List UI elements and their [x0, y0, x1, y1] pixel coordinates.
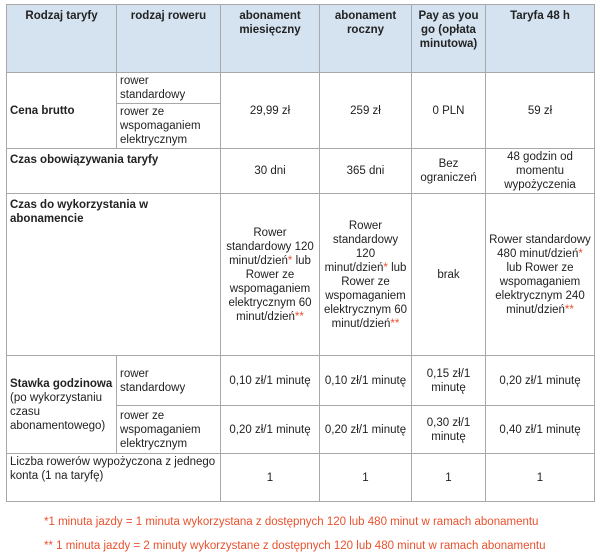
cell-stawka-standard-roczny: 0,10 zł/1 minutę: [320, 356, 412, 406]
cell-stawka-standard-taryfa48: 0,20 zł/1 minutę: [486, 356, 595, 406]
bike-type-standard: rower standardowy: [117, 73, 221, 104]
cell-liczba-payg: 1: [412, 454, 486, 502]
text-electric-allowance: lub Rower ze wspomaganiem elektrycznym 240 minut/dzień: [495, 261, 585, 316]
cell-stawka-electric-taryfa48: 0,40 zł/1 minutę: [486, 406, 595, 454]
header-pay-as-you-go: Pay as you go (opłata minutowa): [412, 5, 486, 73]
cell-cena-miesieczny: 29,99 zł: [221, 73, 320, 149]
table-row: [7, 194, 595, 356]
footnote-double-star: ** 1 minuta jazdy = 2 minuty wykorzystane z dostępnych 120 lub 480 minut w ramach abonamentu: [44, 540, 546, 552]
cell-stawka-electric-miesieczny: 0,20 zł/1 minutę: [221, 406, 320, 454]
tariff-table: [6, 4, 595, 502]
cell-czas-obow-payg: Bez ograniczeń: [412, 149, 486, 194]
star-marker: *: [578, 247, 583, 260]
header-abonament-roczny: abonament roczny: [320, 5, 412, 73]
bike-type-electric: rower ze wspomaganiem elektrycznym: [117, 406, 221, 454]
text-electric-allowance: lub Rower ze wspomaganiem elektrycznym 60 minut/dzień: [228, 254, 312, 323]
table-row: [7, 454, 595, 502]
text-standard-allowance: Rower standardowy 120 minut/dzień: [324, 219, 399, 274]
row-label-cena-brutto: Cena brutto: [7, 73, 117, 149]
table-row: [7, 356, 595, 406]
cell-stawka-standard-payg: 0,15 zł/1 minutę: [412, 356, 486, 406]
star-marker: *: [383, 261, 388, 274]
text-standard-allowance: Rower standardowy 120 minut/dzień: [226, 226, 314, 267]
row-label-stawka-godzinowa: [7, 356, 117, 454]
table-row: [7, 73, 595, 104]
cell-czas-wyk-roczny: [320, 194, 412, 356]
table-row: [7, 149, 595, 194]
cell-czas-obow-taryfa48: 48 godzin od momentu wypożyczenia: [486, 149, 595, 194]
row-label-liczba-rowerow: Liczba rowerów wypożyczona z jednego konta (1 na taryfę): [7, 454, 221, 502]
cell-stawka-standard-miesieczny: 0,10 zł/1 minutę: [221, 356, 320, 406]
bike-type-standard: rower standardowy: [117, 356, 221, 406]
double-star-marker: **: [390, 317, 400, 330]
header-rodzaj-roweru: rodzaj roweru: [117, 5, 221, 73]
cell-liczba-miesieczny: 1: [221, 454, 320, 502]
cell-liczba-taryfa48: 1: [486, 454, 595, 502]
stawka-subtitle: (po wykorzystaniu czasu abonamentowego): [10, 391, 106, 432]
cell-stawka-electric-payg: 0,30 zł/1 minutę: [412, 406, 486, 454]
stawka-title: Stawka godzinowa: [10, 377, 113, 390]
header-abonament-miesieczny: abonament miesięczny: [221, 5, 320, 73]
footnote-single-star: *1 minuta jazdy = 1 minuta wykorzystana z dostępnych 120 lub 480 minut w ramach abonamentu: [44, 516, 539, 528]
double-star-marker: **: [564, 303, 574, 316]
cell-cena-roczny: 259 zł: [320, 73, 412, 149]
double-star-marker: **: [294, 310, 304, 323]
cell-czas-wyk-miesieczny: [221, 194, 320, 356]
cell-cena-payg: 0 PLN: [412, 73, 486, 149]
star-marker: *: [287, 254, 293, 267]
row-label-czas-obowiazywania: Czas obowiązywania taryfy: [7, 149, 221, 194]
header-row: [7, 5, 595, 73]
cell-stawka-electric-roczny: 0,20 zł/1 minutę: [320, 406, 412, 454]
text-electric-allowance: lub Rower ze wspomaganiem elektrycznym 60 minut/dzień: [323, 261, 408, 330]
row-label-czas-wykorzystania: Czas do wykorzystania w abonamencie: [7, 194, 221, 356]
header-taryfa-48h: Taryfa 48 h: [486, 5, 595, 73]
bike-type-electric: rower ze wspomaganiem elektrycznym: [117, 104, 221, 149]
header-rodzaj-taryfy: Rodzaj taryfy: [7, 5, 117, 73]
cell-czas-obow-miesieczny: 30 dni: [221, 149, 320, 194]
cell-liczba-roczny: 1: [320, 454, 412, 502]
text-standard-allowance: Rower standardowy 480 minut/dzień: [489, 233, 591, 260]
cell-cena-taryfa48: 59 zł: [486, 73, 595, 149]
cell-czas-obow-roczny: 365 dni: [320, 149, 412, 194]
cell-czas-wyk-payg: brak: [412, 194, 486, 356]
cell-czas-wyk-taryfa48: [486, 194, 595, 356]
